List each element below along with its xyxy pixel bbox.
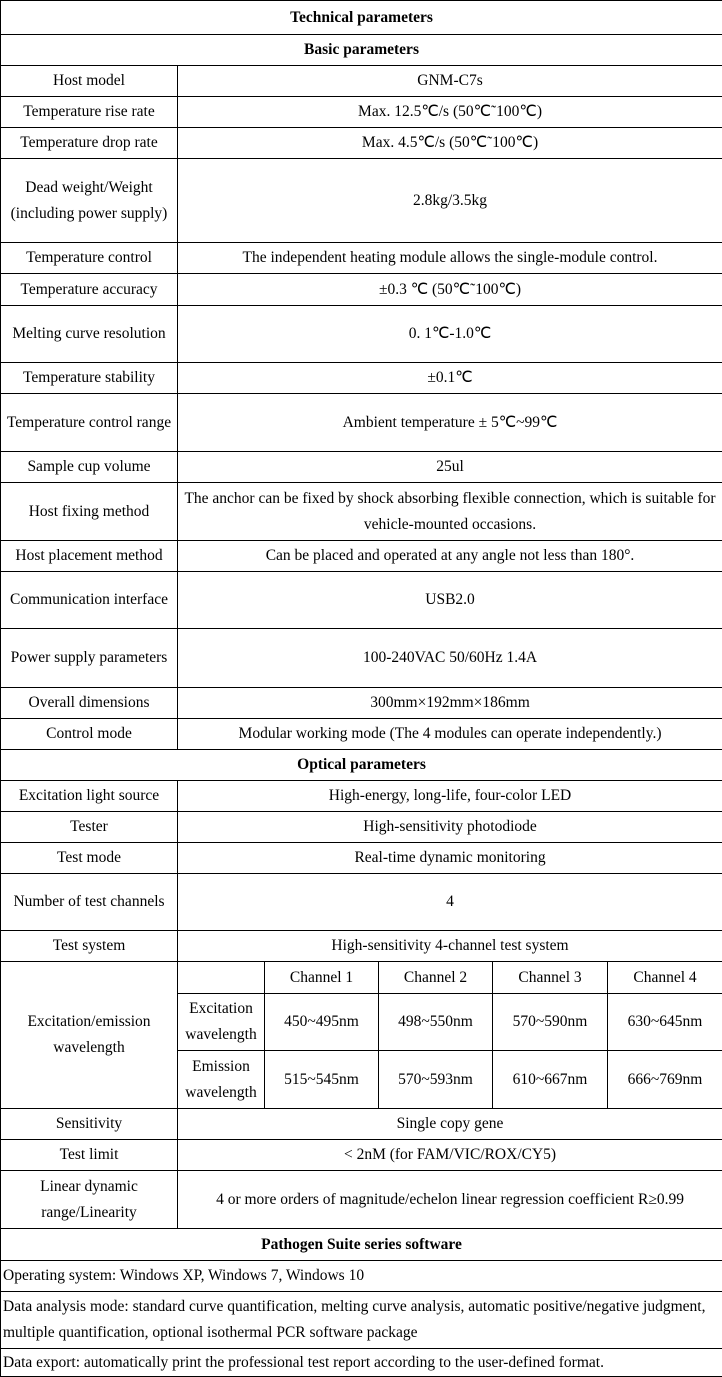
table-row <box>1 541 722 572</box>
table-row <box>1 719 722 750</box>
param-label: Overall dimensions <box>1 688 178 719</box>
param-value: The independent heating module allows the single-module control. <box>178 243 722 274</box>
param-value: 100-240VAC 50/60Hz 1.4A <box>178 629 722 688</box>
table-row <box>1 572 722 629</box>
param-value: Ambient temperature ± 5℃~99℃ <box>178 394 722 452</box>
channel-header: Channel 2 <box>379 962 493 994</box>
param-label: Excitation/emission wavelength <box>1 962 178 1109</box>
table-row <box>1 274 722 306</box>
param-label: Control mode <box>1 719 178 750</box>
table-row <box>1 363 722 394</box>
param-label: Test limit <box>1 1140 178 1171</box>
param-value: 4 or more orders of magnitude/echelon linear regression coefficient R≥0.99 <box>178 1171 722 1229</box>
emission-value: 570~593nm <box>379 1051 493 1109</box>
param-label: Melting curve resolution <box>1 306 178 363</box>
software-line: Operating system: Windows XP, Windows 7, Windows 10 <box>1 1261 722 1292</box>
param-value: GNM-C7s <box>178 66 722 97</box>
software-line: Data export: automatically print the professional test report according to the user-defined format. <box>1 1349 722 1377</box>
param-label: Linear dynamic range/Linearity <box>1 1171 178 1229</box>
param-value: Single copy gene <box>178 1109 722 1140</box>
table-row <box>1 629 722 688</box>
param-label: Host placement method <box>1 541 178 572</box>
param-value: Real-time dynamic monitoring <box>178 843 722 874</box>
channel-header: Channel 4 <box>608 962 722 994</box>
table-row <box>1 452 722 483</box>
param-value: The anchor can be fixed by shock absorbing flexible connection, which is suitable for vehicle-mounted occasions. <box>178 483 722 541</box>
table-row <box>1 35 722 66</box>
param-label: Sensitivity <box>1 1109 178 1140</box>
table-row <box>1 1109 722 1140</box>
param-label: Tester <box>1 812 178 843</box>
param-label: Number of test channels <box>1 874 178 931</box>
table-row <box>1 1349 722 1377</box>
table-row <box>1 483 722 541</box>
param-value: High-energy, long-life, four-color LED <box>178 781 722 812</box>
excitation-value: 630~645nm <box>608 994 722 1051</box>
section-heading: Pathogen Suite series software <box>1 1229 722 1261</box>
param-value: 4 <box>178 874 722 931</box>
table-row <box>1 812 722 843</box>
param-value: USB2.0 <box>178 572 722 629</box>
param-label: Temperature control range <box>1 394 178 452</box>
emission-value: 515~545nm <box>265 1051 379 1109</box>
section-heading: Optical parameters <box>1 750 722 781</box>
table-row <box>1 159 722 243</box>
table-row <box>1 66 722 97</box>
emission-value: 610~667nm <box>493 1051 608 1109</box>
param-value: 25ul <box>178 452 722 483</box>
param-label: Excitation light source <box>1 781 178 812</box>
row-label: Excitation wavelength <box>178 994 265 1051</box>
param-value: Can be placed and operated at any angle not less than 180°. <box>178 541 722 572</box>
table-row <box>1 97 722 128</box>
row-label: Emission wavelength <box>178 1051 265 1109</box>
channel-header: Channel 3 <box>493 962 608 994</box>
param-value: Max. 4.5℃/s (50℃˜100℃) <box>178 128 722 159</box>
param-value: 300mm×192mm×186mm <box>178 688 722 719</box>
table-row <box>1 1261 722 1292</box>
section-heading: Basic parameters <box>1 35 722 66</box>
excitation-value: 498~550nm <box>379 994 493 1051</box>
table-row <box>1 1292 722 1349</box>
param-label: Temperature control <box>1 243 178 274</box>
table-row <box>1 1 722 35</box>
param-label: Temperature rise rate <box>1 97 178 128</box>
param-label: Temperature accuracy <box>1 274 178 306</box>
table-row <box>1 243 722 274</box>
table-row <box>1 1229 722 1261</box>
param-value: High-sensitivity 4-channel test system <box>178 931 722 962</box>
table-row <box>1 128 722 159</box>
param-label: Host fixing method <box>1 483 178 541</box>
software-line: Data analysis mode: standard curve quantification, melting curve analysis, automatic positive/negative judgment, multiple quantification, optional isothermal PCR software package <box>1 1292 722 1349</box>
param-label: Temperature stability <box>1 363 178 394</box>
param-label: Host model <box>1 66 178 97</box>
param-label: Test mode <box>1 843 178 874</box>
excitation-value: 450~495nm <box>265 994 379 1051</box>
channel-header: Channel 1 <box>265 962 379 994</box>
param-label: Communication interface <box>1 572 178 629</box>
table-row <box>1 781 722 812</box>
param-value: High-sensitivity photodiode <box>178 812 722 843</box>
table-row <box>1 843 722 874</box>
param-label: Temperature drop rate <box>1 128 178 159</box>
emission-value: 666~769nm <box>608 1051 722 1109</box>
param-value: ±0.1℃ <box>178 363 722 394</box>
param-label: Dead weight/Weight (including power supply) <box>1 159 178 243</box>
table-row <box>1 394 722 452</box>
param-value: Modular working mode (The 4 modules can operate independently.) <box>178 719 722 750</box>
table-row <box>1 750 722 781</box>
param-value: 2.8kg/3.5kg <box>178 159 722 243</box>
table-row <box>1 931 722 962</box>
table-row <box>1 874 722 931</box>
empty-cell <box>178 962 265 994</box>
param-label: Test system <box>1 931 178 962</box>
param-label: Sample cup volume <box>1 452 178 483</box>
table-row <box>1 962 722 994</box>
table-row <box>1 306 722 363</box>
param-value: Max. 12.5℃/s (50℃˜100℃) <box>178 97 722 128</box>
table-row <box>1 1140 722 1171</box>
table-row <box>1 1171 722 1229</box>
param-value: 0. 1℃-1.0℃ <box>178 306 722 363</box>
param-value: ±0.3 ℃ (50℃˜100℃) <box>178 274 722 306</box>
table-row <box>1 688 722 719</box>
section-heading: Technical parameters <box>1 1 722 35</box>
param-label: Power supply parameters <box>1 629 178 688</box>
excitation-value: 570~590nm <box>493 994 608 1051</box>
param-value: < 2nM (for FAM/VIC/ROX/CY5) <box>178 1140 722 1171</box>
